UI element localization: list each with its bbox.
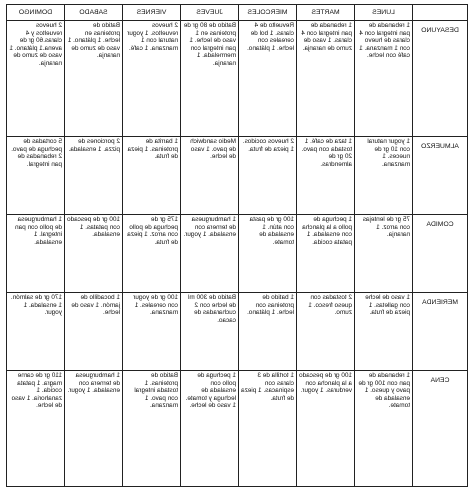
table-cell: Batido de proteinas. 1 tostada integral con pavo. 1 manzana. [123,371,181,487]
meal-label: CENA [413,371,468,487]
table-cell: 175 gr de pechuga de pollo con arroz. 1 pieza de fruta. [123,215,181,293]
day-header-viernes: VIERNES [123,5,181,21]
table-cell: 1 hamburguesa de ternera con ensalada. 1 yogur. [181,215,239,293]
table-cell: 1 pechuga de pollo con ensalada de lechuga y tomate. 1 vaso de leche. [181,371,239,487]
table-cell: 1 rebanada de pan integral con 4 claras. 1 vaso de zumo de naranja. [297,21,355,137]
table-row-merienda [7,293,468,371]
table-cell: 75 gr de lentejas con arroz. 1 naranja. [355,215,413,293]
day-header-domingo: DOMINGO [7,5,65,21]
table-cell: 100 gr de yogur con cereales. 1 manzana. [123,293,181,371]
table-row-almuerzo [7,137,468,215]
table-cell: 5 cortadas de pechuga de pavo. 2 rebanadas de pan integral. [7,137,65,215]
table-cell: 2 huevos cocidos. 1 pieza de fruta. [239,137,297,215]
table-cell: 1 tortilla de 3 claras con espinacas. 1 pieza de fruta. [239,371,297,487]
table-cell: 2 huevos revueltos. 1 yogur natural con 1 manzana. 1 café. [123,21,181,137]
table-cell: 2 porciones de pizza. 1 ensalada. [65,137,123,215]
day-header-martes: MARTES [297,5,355,21]
table-cell: Batido de 80 gr de proteinas en 1 vaso de leche. 1 pan integral con mermelada. 1 naranja. [181,21,239,137]
day-header-sabado: SABADO [65,5,123,21]
table-cell: 1 vaso de leche con galletas. 1 pieza de fruta. [355,293,413,371]
day-header-lunes: LUNES [355,5,413,21]
header-row [7,5,468,21]
day-header-miercoles: MIERCOLES [239,5,297,21]
table-cell: 1 batido de proteinas con leche. 1 plátano. [239,293,297,371]
table-row-comida [7,215,468,293]
meal-label: COMIDA [413,215,468,293]
table-cell: Medio sandwich de pavo. 1 vaso de leche. [181,137,239,215]
table-cell: 1 hamburguesa de pollo con pan integral. 1 ensalada. [7,215,65,293]
table-cell: 100 gr de pescado con patatas. 1 ensalada. [65,215,123,293]
table-cell: 2 huevos revueltos y 4 claras.60 gr de avena.1 plátano. 1 vaso de zumo de naranja. [7,21,65,137]
table-cell: 1 rebanada de pan integral con 4 claras de huevo con 1 manzana. 1 café con leche. [355,21,413,137]
meal-label: MERIENDA [413,293,468,371]
table-cell: 1 barrita de proteinas. 1 pieza de fruta. [123,137,181,215]
table-cell: 1 rebanada de pan con 100 gr de pavo y queso. 1 ensalada de tomate. [355,371,413,487]
table-cell: 100 gr de pescado a la plancha con verduras. 1 yogur. [297,371,355,487]
table-cell: 110 gr de carne magra. 1 patata cocida. 1 zanahoria. 1 vaso de leche. [7,371,65,487]
day-header-jueves: JUEVES [181,5,239,21]
table-cell: 1 pechuga de pollo a la plancha con ensalada. 1 patata cocida. [297,215,355,293]
table-cell: 2 tostadas con queso fresco. 1 zumo. [297,293,355,371]
table-cell: 1 hamburguesa de ternera con ensalada. 1 yogur. [65,371,123,487]
corner-cell [413,5,468,21]
table-cell: 170 gr de salmón. 1 ensalada. 1 yogur. [7,293,65,371]
table-cell: Revuelto de 4 claras. 1 bol de cereales con leche. 1 plátano. [239,21,297,137]
table-cell: Batido de proteinas en leche. 1 plátano. 1 vaso de zumo de naranja. [65,21,123,137]
table-row-cena [7,371,468,487]
meal-label: DESAYUNO [413,21,468,137]
table-cell: Batido de 300 ml de leche con 2 cucharadas de cacao. [181,293,239,371]
table-row-desayuno [7,21,468,137]
table-cell: 1 taza de café. 1 tostada con pavo. 20 gr de almendras. [297,137,355,215]
table-cell: 1 bocadillo de jamón. 1 vaso de leche. [65,293,123,371]
table-cell: 1 yogur natural con 10 gr de nueces. 1 manzana. [355,137,413,215]
table-cell: 100 gr de pasta con atún. 1 ensalada de tomate. [239,215,297,293]
meal-label: ALMUERZO [413,137,468,215]
meal-plan-table [6,4,468,487]
